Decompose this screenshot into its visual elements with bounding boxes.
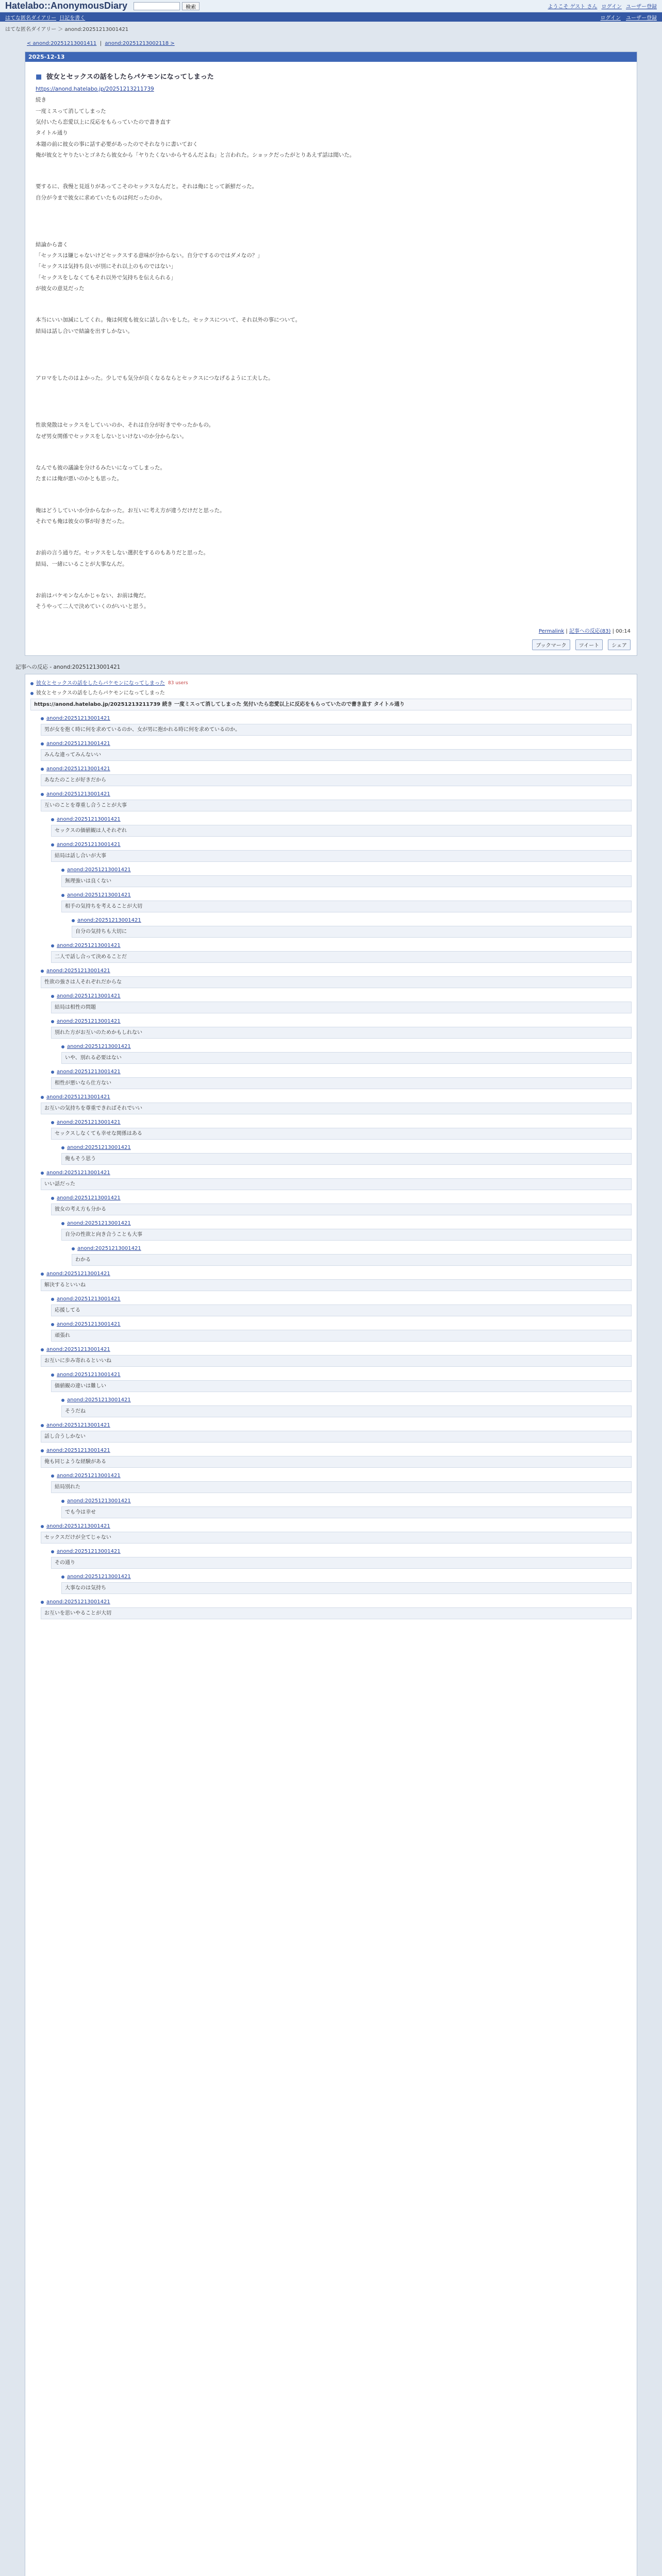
article-source-link[interactable]: https://anond.hatelabo.jp/20251213211739	[36, 86, 154, 92]
breadcrumb-text: はてな匿名ダイアリー ＞ anond:20251213001421	[5, 27, 129, 32]
reply-node-head	[41, 740, 632, 748]
article	[25, 52, 637, 656]
bullet-icon	[51, 1298, 54, 1301]
reply-id-link[interactable]: anond:20251213001421	[46, 1422, 110, 1429]
article-paragraph: 続き	[36, 97, 46, 104]
share-button[interactable]: シェア	[608, 639, 631, 650]
bullet-icon	[41, 1601, 44, 1604]
reply-node	[41, 1447, 632, 1468]
article-paragraph: 結局、一緒にいることが大事なんだ。	[36, 561, 128, 567]
bookmark-button[interactable]: ブックマーク	[532, 639, 570, 650]
bullet-icon	[51, 843, 54, 846]
article-paragraph: 俺が彼女とヤりたいとゴネたら彼女から「ヤりたくないからヤるんだよね」と言われた。ショックだったがとりあえず話は聞いた。	[36, 151, 355, 158]
reply-node	[51, 1371, 632, 1392]
title-marker-icon: ■	[36, 73, 42, 81]
reply-node	[72, 1245, 632, 1266]
reply-body: 相手の気持ちを考えることが大切	[61, 901, 632, 913]
reply-body: 俺もそう思う	[61, 1153, 632, 1165]
article-date: 2025-12-13	[25, 52, 637, 62]
breadcrumb	[0, 22, 662, 36]
bullet-icon	[61, 1045, 64, 1048]
bullet-icon	[51, 1475, 54, 1478]
article-footer: Permalink | 記事への反応(83) | 00:14	[538, 629, 631, 635]
reply-node	[51, 1018, 632, 1039]
reply-body: 相性が悪いなら仕方ない	[51, 1077, 632, 1090]
reply-node-head	[41, 1421, 632, 1430]
reply-root-title: 彼女とセックスの話をしたらパケモンになってしまった	[36, 690, 165, 697]
reply-node-head	[41, 1346, 632, 1354]
reply-node	[51, 942, 632, 963]
reply-body: 俺も同じような経験がある	[41, 1456, 632, 1468]
reply-node	[51, 1472, 632, 1493]
replies-box	[25, 674, 637, 2576]
reply-node-head	[41, 1522, 632, 1531]
article-title-text: 彼女とセックスの話をしたらパケモンになってしまった	[46, 73, 214, 81]
logo-text: Hatelabo	[5, 1, 45, 11]
reply-node-head	[51, 1472, 632, 1480]
reply-node	[51, 1194, 632, 1215]
bullet-icon	[41, 970, 44, 973]
reply-node-head	[41, 1270, 632, 1278]
reply-body: 大事なのは気持ち	[61, 1582, 632, 1595]
welcome-link[interactable]: ようこそ ゲスト さん	[548, 4, 598, 10]
reply-id-link[interactable]: anond:20251213001421	[46, 716, 110, 722]
bullet-icon	[41, 793, 44, 796]
permalink[interactable]: Permalink	[538, 629, 565, 635]
reply-node-head	[61, 1573, 632, 1581]
reply-id-link[interactable]: anond:20251213001421	[46, 1347, 110, 1353]
reply-id-link[interactable]: anond:20251213001421	[67, 1221, 131, 1227]
reply-body: 頑張れ	[51, 1330, 632, 1342]
reply-node	[61, 1497, 632, 1518]
reply-id-link[interactable]: anond:20251213001421	[67, 892, 131, 899]
reply-id-link[interactable]: anond:20251213001421	[57, 1321, 121, 1328]
reply-node	[51, 1295, 632, 1316]
reply-id-link[interactable]: anond:20251213001421	[57, 943, 121, 949]
bullet-icon	[72, 1247, 75, 1250]
reply-node-head	[72, 917, 632, 925]
next-entry-link[interactable]: anond:20251213002118 >	[105, 41, 175, 46]
article-paragraph: 俺はどうしていいか分からなかった。お互いに考え方が違うだけだと思った。	[36, 507, 225, 514]
reply-node-head	[51, 1118, 632, 1127]
register-link[interactable]: ユーザー登録	[626, 4, 657, 10]
article-paragraph: 本題の前に彼女の事に話す必要があったのでそれなりに書いておく	[36, 141, 198, 147]
article-paragraph: たまには俺が悪いのかとも思った。	[36, 476, 122, 482]
reply-node-head	[41, 715, 632, 723]
bullet-icon	[51, 1071, 54, 1074]
bullet-icon	[41, 1449, 44, 1452]
top-bar	[0, 0, 662, 12]
reply-node	[41, 967, 632, 988]
share-row	[25, 639, 637, 655]
reply-body: セックスの価値観は人それぞれ	[51, 825, 632, 837]
entry-nav: < anond:20251213001411 | anond:20251213002118 >	[27, 41, 175, 46]
article-paragraph: が彼女の意見だった	[36, 285, 85, 292]
login-link[interactable]: ログイン	[601, 4, 622, 10]
reply-node-head	[41, 1169, 632, 1177]
tweet-button[interactable]: ツイート	[575, 639, 603, 650]
reply-top-row	[30, 680, 632, 687]
reply-id-link[interactable]: anond:20251213001421	[77, 1246, 141, 1252]
reply-id-link[interactable]: anond:20251213001421	[46, 741, 110, 747]
bullet-icon	[51, 995, 54, 998]
reply-id-link[interactable]: anond:20251213001421	[57, 993, 121, 999]
reply-node	[41, 1093, 632, 1114]
reply-node	[41, 1598, 632, 1619]
reply-node	[61, 1573, 632, 1594]
bullet-icon	[51, 1020, 54, 1023]
search-button[interactable]: 検索	[182, 2, 200, 10]
reply-node-head	[51, 841, 632, 849]
reply-body: セックスだけが全てじゃない	[41, 1532, 632, 1544]
reply-id-link[interactable]: anond:20251213001421	[46, 1523, 110, 1530]
reply-body: 価値観の違いは難しい	[51, 1380, 632, 1393]
article-title	[25, 62, 637, 85]
bullet-icon	[41, 1525, 44, 1528]
article-paragraph: 要するに、我慢と見返りがあってこそのセックスなんだと。それは俺にとって新鮮だった。	[36, 183, 258, 190]
reply-id-link[interactable]: anond:20251213001421	[57, 1195, 121, 1201]
reply-body: その通り	[51, 1557, 632, 1569]
reply-body: あなたのことが好きだから	[41, 774, 632, 787]
reply-id-link[interactable]: anond:20251213001421	[57, 817, 121, 823]
reply-body: そうだね	[61, 1405, 632, 1418]
bullet-icon	[41, 1096, 44, 1099]
bullet-icon	[30, 682, 34, 685]
reply-node	[51, 1548, 632, 1569]
reply-node-head	[61, 1144, 632, 1152]
reply-node-head	[51, 1548, 632, 1556]
bullet-icon	[41, 717, 44, 720]
bullet-icon	[51, 1121, 54, 1124]
article-paragraph: 本当にいい加減にしてくれ。俺は何度も彼女に話し合いをした。セックスについて、それ以外の事について。	[36, 317, 301, 324]
reply-body: 応援してる	[51, 1304, 632, 1317]
reply-node	[51, 1118, 632, 1140]
reply-node-head	[51, 942, 632, 950]
reply-id-link[interactable]: anond:20251213001421	[46, 1448, 110, 1454]
reply-body: お互いの気持ちを尊重できればそれでいい	[41, 1103, 632, 1115]
article-body	[25, 85, 637, 623]
reply-node-head	[61, 1043, 632, 1051]
article-paragraph: 自分が今まで彼女に求めていたものは何だったのか。	[36, 194, 166, 201]
article-paragraph: お前の言う通りだ。セックスをしない選択をするのもありだと思った。	[36, 550, 209, 556]
bullet-icon	[41, 1273, 44, 1276]
article-paragraph: 「セックスをしなくてもそれ以外で気持ちを伝えられる」	[36, 274, 176, 281]
reply-node	[61, 891, 632, 912]
reply-node-head	[51, 1068, 632, 1076]
reply-id-link[interactable]: anond:20251213001421	[67, 1574, 131, 1580]
reply-body: 話し合うしかない	[41, 1431, 632, 1443]
reply-body: 解決するといいね	[41, 1279, 632, 1292]
reply-id-link[interactable]: anond:20251213001421	[57, 1372, 121, 1378]
reply-node	[61, 1396, 632, 1417]
bullet-icon	[61, 869, 64, 872]
reply-node-head	[72, 1245, 632, 1253]
reply-body: でも今は幸せ	[61, 1506, 632, 1519]
article-paragraph: タイトル通り	[36, 130, 68, 137]
header-links	[548, 2, 657, 10]
bullet-icon	[51, 818, 54, 821]
bullet-icon	[41, 1172, 44, 1175]
article-paragraph: 「セックスは嫌じゃないけどセックスする意味が分からない。自分でするのではダメなの？」	[36, 252, 263, 259]
reply-node-head	[51, 1018, 632, 1026]
reply-node	[51, 841, 632, 862]
article-paragraph: なぜ男女関係でセックスをしないといけないのか分からない。	[36, 433, 187, 439]
reply-node-head	[51, 816, 632, 824]
sub-bar	[0, 12, 662, 22]
reply-body: 互いのことを尊重し合うことが大事	[41, 800, 632, 812]
reply-root	[30, 689, 632, 710]
bullet-icon	[51, 1550, 54, 1553]
bullet-icon	[61, 1146, 64, 1149]
reply-node	[51, 816, 632, 837]
reply-top-link[interactable]: 彼女とセックスの話をしたらパケモンになってしまった	[36, 681, 165, 687]
reply-node-head	[51, 1371, 632, 1379]
reply-node-head	[41, 967, 632, 975]
reply-id-link[interactable]: anond:20251213001421	[57, 1019, 121, 1025]
article-paragraph: そうやって二人で決めていくのがいいと思う。	[36, 603, 150, 610]
reply-body: お互いを思いやることが大切	[41, 1607, 632, 1620]
article-paragraph: 気付いたら恋愛以上に反応をもらっていたので書き直す	[36, 118, 171, 125]
reply-body: わかる	[72, 1254, 632, 1266]
subbar-login-link[interactable]: ログイン	[600, 15, 621, 21]
bullet-icon	[30, 692, 34, 695]
prev-entry-link[interactable]: < anond:20251213001411	[27, 41, 97, 46]
article-paragraph: 結局は話し合いで結論を出すしかない。	[36, 328, 133, 334]
bullet-icon	[72, 919, 75, 922]
reply-node	[41, 790, 632, 811]
reply-node-head	[41, 1598, 632, 1606]
reply-node	[41, 1169, 632, 1190]
reply-node	[41, 715, 632, 736]
reply-node	[51, 1068, 632, 1089]
reply-body: お互いに歩み寄れるといいね	[41, 1355, 632, 1367]
reply-node-head	[51, 1194, 632, 1202]
bullet-icon	[41, 742, 44, 745]
reply-node	[61, 866, 632, 887]
bullet-icon	[41, 768, 44, 771]
reply-id-link[interactable]: anond:20251213001421	[67, 1044, 131, 1050]
bullet-icon	[51, 1374, 54, 1377]
reply-id-link[interactable]: anond:20251213001421	[46, 791, 110, 798]
reply-body: いい話だった	[41, 1178, 632, 1191]
reply-node	[51, 992, 632, 1013]
reply-body: 結局は話し合いが大事	[51, 850, 632, 862]
reply-body: みんな違ってみんないい	[41, 749, 632, 761]
reply-body: 結局別れた	[51, 1481, 632, 1494]
bullet-icon	[41, 1348, 44, 1351]
reply-list	[30, 715, 632, 1619]
reply-id-link[interactable]: anond:20251213001421	[67, 1145, 131, 1151]
reply-node	[61, 1144, 632, 1165]
search-input[interactable]	[134, 2, 180, 10]
bullet-icon	[51, 1323, 54, 1326]
reply-node	[41, 1522, 632, 1544]
reactions-link[interactable]: 記事への反応(83)	[569, 629, 611, 635]
reply-node	[61, 1043, 632, 1064]
reply-node-head	[61, 1497, 632, 1505]
bullet-icon	[61, 1500, 64, 1503]
reply-node	[41, 1346, 632, 1367]
reply-node-head	[61, 1396, 632, 1404]
article-paragraph: アロマをしたのはよかった。少しでも気分が良くなるならとセックスにつなげるように工夫した。	[36, 375, 274, 381]
bullet-icon	[61, 894, 64, 897]
reply-node-head	[51, 992, 632, 1001]
reply-root-body: https://anond.hatelabo.jp/20251213211739 続き 一度ミスって消してしまった 気付いたら恋愛以上に反応をもらっていたので書き直す タイトル通り	[30, 699, 632, 711]
reply-id-link[interactable]: anond:20251213001421	[46, 1094, 110, 1100]
search-area	[134, 2, 200, 10]
reply-body: 彼女の考え方も分かる	[51, 1204, 632, 1216]
reply-body: 二人で話し合って決めることだ	[51, 951, 632, 963]
reply-id-link[interactable]: anond:20251213001421	[46, 1271, 110, 1277]
reply-node	[51, 1320, 632, 1342]
reply-id-link[interactable]: anond:20251213001421	[57, 1296, 121, 1302]
bookmark-count-badge: 83 users	[168, 681, 188, 686]
reply-node	[61, 1219, 632, 1241]
reply-body: 自分の性欲と向き合うことも大事	[61, 1229, 632, 1241]
bullet-icon	[61, 1222, 64, 1225]
reply-node-head	[51, 1320, 632, 1329]
reply-id-link[interactable]: anond:20251213001421	[57, 842, 121, 848]
bullet-icon	[61, 1575, 64, 1579]
reply-node	[41, 1421, 632, 1443]
reply-id-link[interactable]: anond:20251213001421	[67, 1498, 131, 1504]
reply-id-link[interactable]: anond:20251213001421	[46, 1170, 110, 1176]
reply-node	[41, 1270, 632, 1291]
reply-node-head	[41, 1093, 632, 1101]
article-paragraph: なんでも彼の議論を分けるみたいになってしまった。	[36, 464, 166, 471]
reply-node-head	[41, 765, 632, 773]
article-paragraph: 性欲発散はセックスをしていいのか、それは自分が好きでやったかもの。	[36, 422, 214, 429]
reply-node-head	[41, 790, 632, 799]
reply-id-link[interactable]: anond:20251213001421	[67, 1397, 131, 1403]
reply-node-head	[61, 1219, 632, 1228]
bullet-icon	[41, 1424, 44, 1427]
logo-separator: ::	[44, 1, 51, 11]
reply-body: セックスしなくても幸せな関係はある	[51, 1128, 632, 1140]
bullet-icon	[61, 1399, 64, 1402]
reply-id-link[interactable]: anond:20251213001421	[46, 968, 110, 974]
post-time: 00:14	[616, 629, 631, 635]
reply-node-head	[61, 866, 632, 874]
reply-body: 自分の気持ちも大切に	[72, 926, 632, 938]
bullet-icon	[51, 944, 54, 947]
reply-id-link[interactable]: anond:20251213001421	[46, 1599, 110, 1605]
article-paragraph: 「セックスは気持ち良いが別にそれ以上のものではない」	[36, 263, 176, 270]
article-paragraph: お前はバケモンなんかじゃない、お前は俺だ。	[36, 592, 150, 599]
subbar-home-link[interactable]: はてな匿名ダイアリー	[5, 15, 57, 21]
reply-body: 性欲の強さは人それぞれだからな	[41, 976, 632, 989]
reply-node-head	[41, 1447, 632, 1455]
article-paragraph: それでも俺は彼女の事が好きだった。	[36, 518, 128, 524]
reply-id-link[interactable]: anond:20251213001421	[77, 918, 141, 924]
bullet-icon	[51, 1197, 54, 1200]
article-paragraph: 結論から書く	[36, 241, 68, 248]
reply-body: 無理強いは良くない	[61, 875, 632, 888]
reply-node-head	[61, 891, 632, 900]
reply-id-link[interactable]: anond:20251213001421	[57, 1120, 121, 1126]
reply-id-link[interactable]: anond:20251213001421	[57, 1549, 121, 1555]
reply-id-link[interactable]: anond:20251213001421	[46, 766, 110, 772]
article-paragraph: 一度ミスって消してしまった	[36, 108, 106, 114]
logo-suffix: AnonymousDiary	[51, 1, 128, 11]
reply-node-head	[51, 1295, 632, 1303]
subbar-write-link[interactable]: 日記を書く	[59, 15, 86, 21]
reply-node	[41, 765, 632, 786]
site-logo[interactable]	[5, 1, 127, 11]
reply-id-link[interactable]: anond:20251213001421	[57, 1069, 121, 1075]
reply-node	[72, 917, 632, 938]
reply-node	[41, 740, 632, 761]
subbar-register-link[interactable]: ユーザー登録	[626, 15, 657, 21]
reply-body: 男が女を抱く時に何を求めているのか、女が男に抱かれる時に何を求めているのか。	[41, 724, 632, 736]
replies-header: 記事への反応 - anond:20251213001421	[15, 664, 121, 671]
reply-body: いや、別れる必要はない	[61, 1052, 632, 1064]
reply-body: 結局は相性の問題	[51, 1002, 632, 1014]
reply-id-link[interactable]: anond:20251213001421	[67, 867, 131, 873]
reply-body: 別れた方がお互いのためかもしれない	[51, 1027, 632, 1039]
reply-id-link[interactable]: anond:20251213001421	[57, 1473, 121, 1479]
